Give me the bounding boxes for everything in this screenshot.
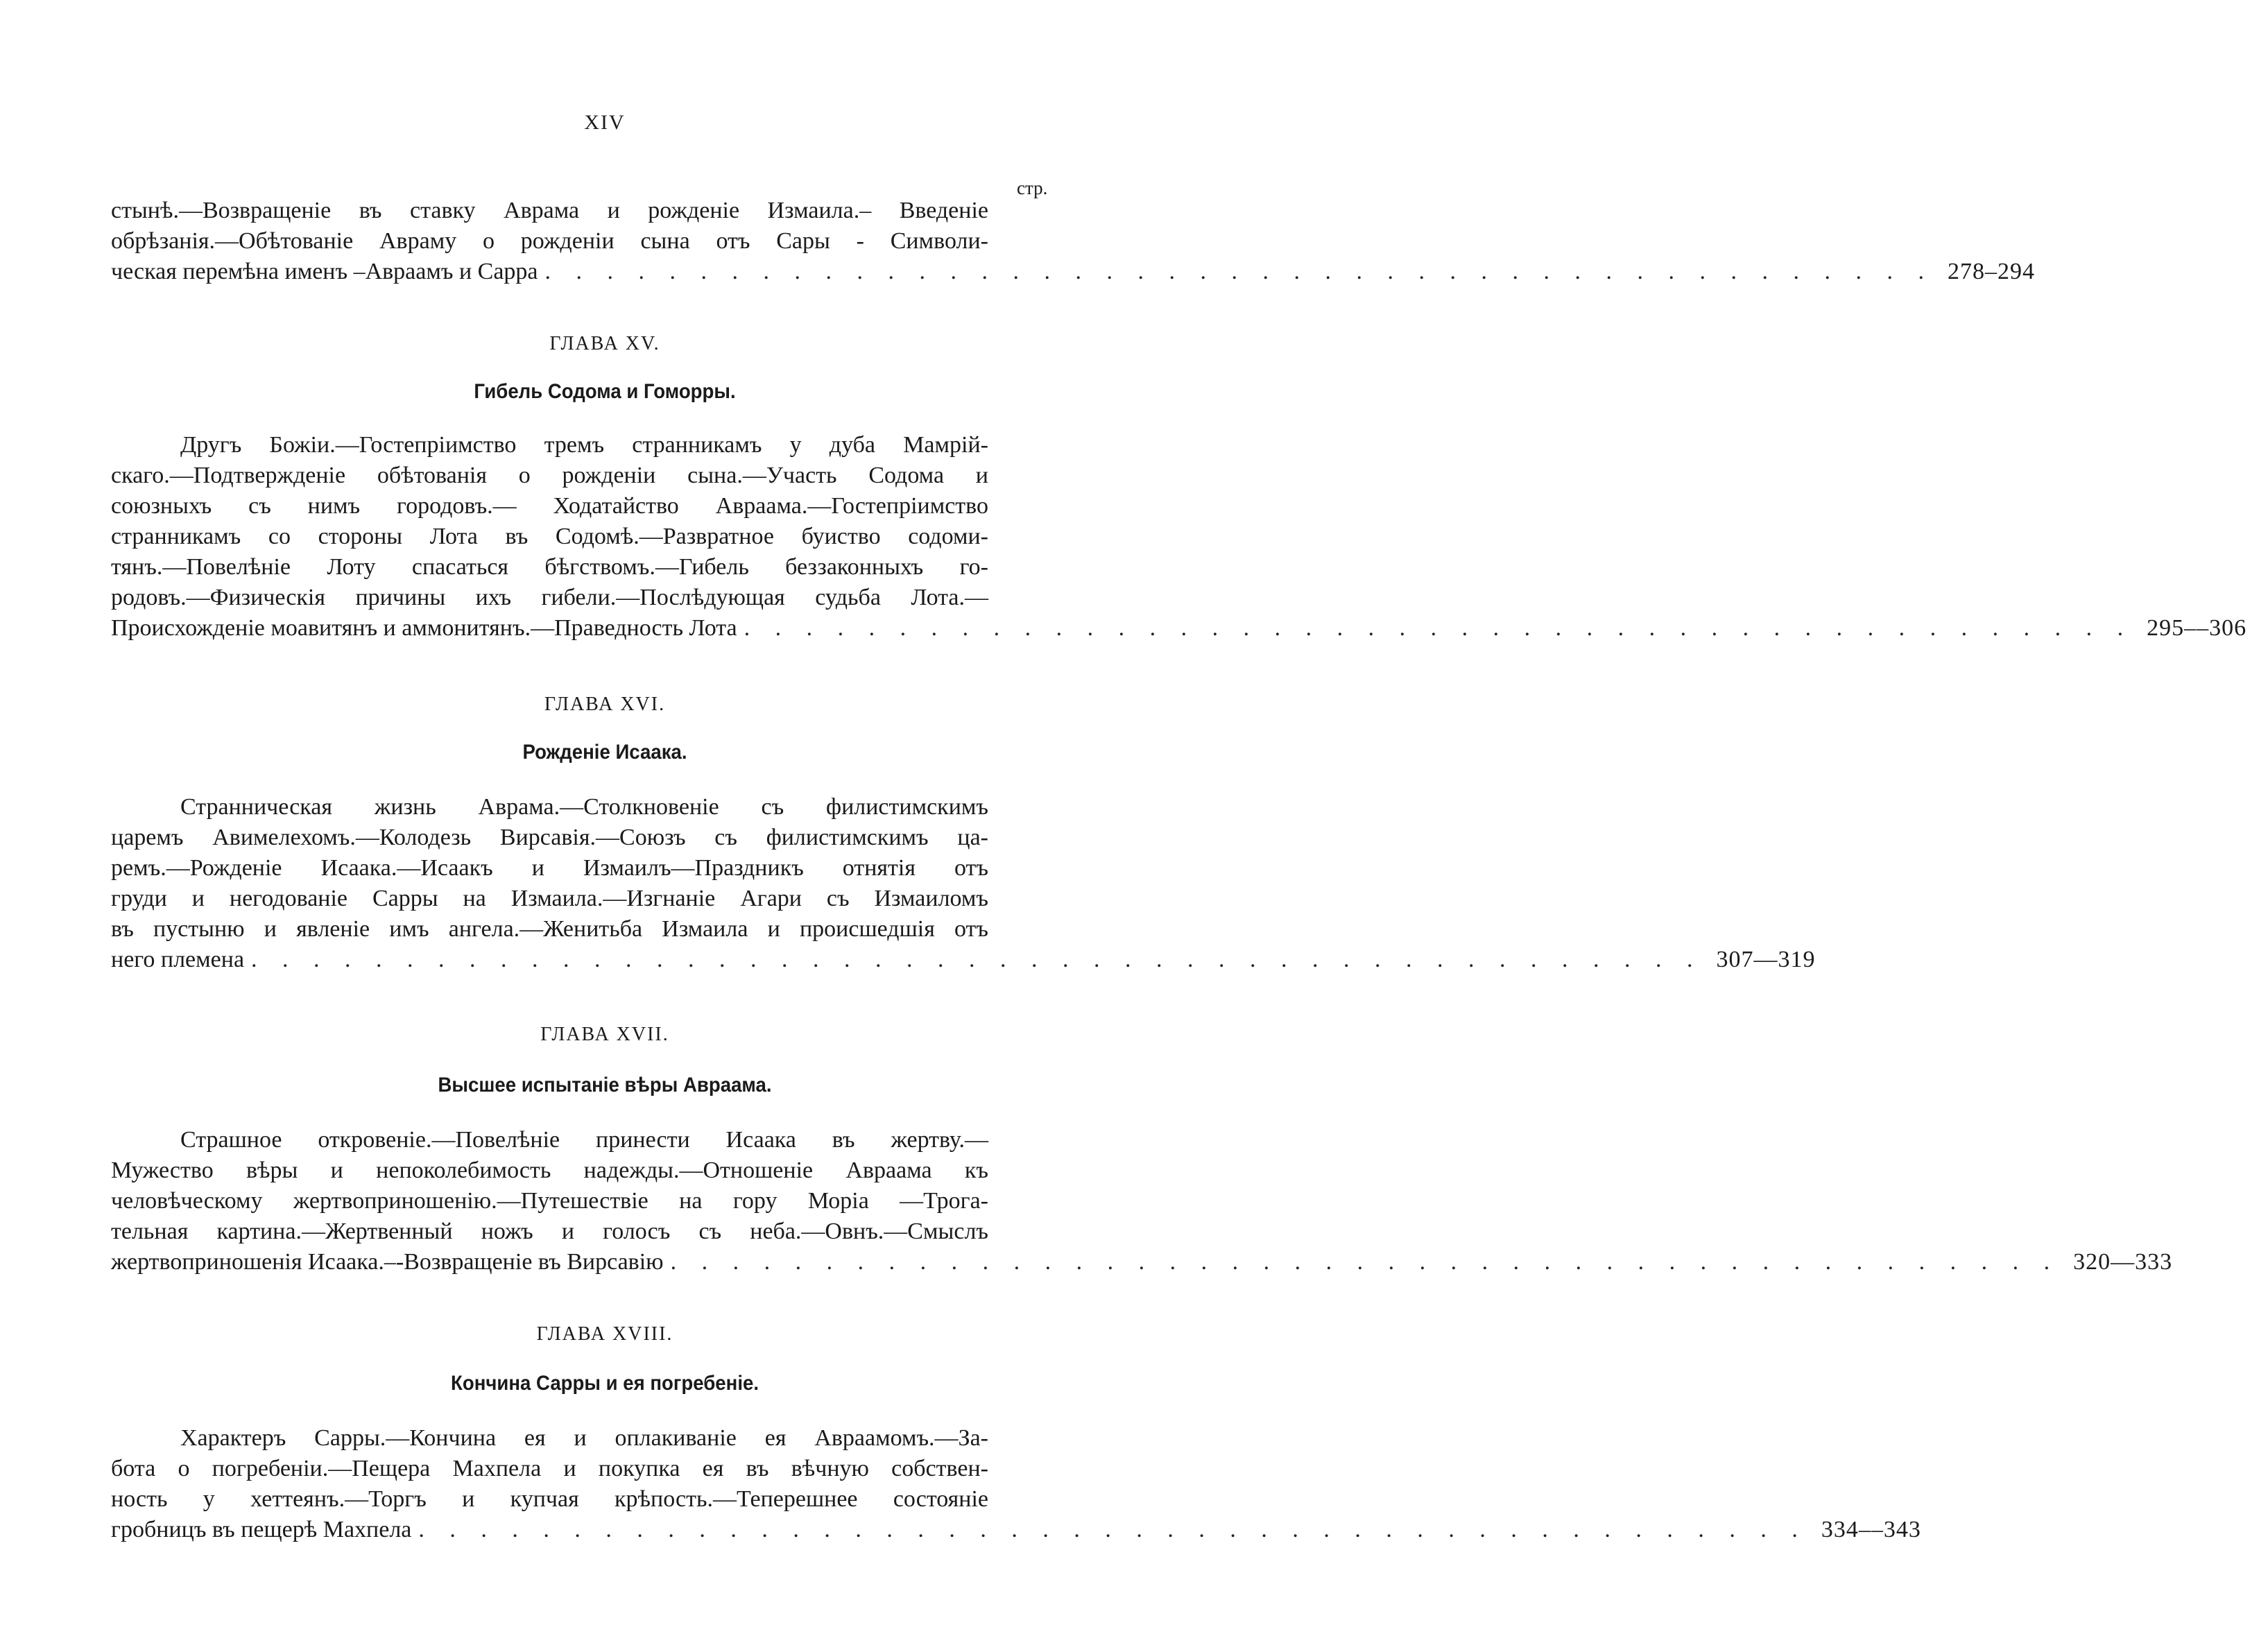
entry-line: груди и негодованіе Сарры на Измаила.—Изгнаніе Агари съ Измаиломъ — [111, 886, 988, 911]
entry-line: человѣческому жертвоприношенію.—Путешествіе на гору Моріа —Трога- — [111, 1188, 988, 1214]
chapter-title: Высшее испытаніе вѣры Авраама. — [438, 1074, 772, 1096]
entry-line: родовъ.—Физическія причины ихъ гибели.—Послѣдующая судьба Лота.— — [111, 585, 988, 610]
dot-leader: . . . . . . . . . . . . . . . . . . . . . . . . . . . . . . . . . . . . . . . . . . . . . — [418, 1517, 1807, 1542]
chapter-title: Кончина Сарры и ея погребеніе. — [450, 1372, 759, 1395]
toc-entry-continuation — [111, 196, 2036, 287]
entry-line: въ пустыню и явленіе имъ ангела.—Женитьба Измаила и происшедшія отъ — [111, 916, 988, 942]
entry-line: странникамъ со стороны Лота въ Содомѣ.—Развратное буиство содоми- — [111, 524, 988, 549]
entry-last-line — [111, 613, 2247, 644]
page-range: 307—319 — [1716, 947, 1816, 972]
page-range: 320—333 — [2073, 1249, 2173, 1275]
chapter-heading: ГЛАВА XVI. — [544, 694, 666, 715]
entry-line: гробницъ въ пещерѣ Махпела — [111, 1517, 412, 1542]
toc-entry — [111, 1423, 1921, 1545]
entry-line: ческая перемѣна именъ –Авраамъ и Сарра — [111, 259, 538, 284]
entry-last-line — [111, 1515, 1921, 1545]
entry-line: Странническая жизнь Аврама.—Столкновеніе съ филистимскимъ — [180, 794, 988, 820]
toc-entry — [111, 1125, 2173, 1277]
pages-column-label: стр. — [1017, 178, 1048, 198]
entry-line: бота о погребеніи.—Пещера Махпела и покупка ея въ вѣчную собствен- — [111, 1456, 988, 1481]
page-range: 278–294 — [1948, 259, 2036, 284]
entry-line: Страшное откровеніе.—Повелѣніе принести Исаака въ жертву.— — [180, 1127, 988, 1153]
entry-line: жертвоприношенія Исаака.–-Возвращеніе въ Вирсавію — [111, 1249, 664, 1275]
toc-entry — [111, 792, 1816, 975]
entry-line: союзныхъ съ нимъ городовъ.— Ходатайство Авраама.—Гостепріимство — [111, 493, 988, 519]
dot-leader: . . . . . . . . . . . . . . . . . . . . . . . . . . . . . . . . . . . . . . . . . . . . . — [670, 1249, 2060, 1275]
entry-line: царемъ Авимелехомъ.—Колодезь Вирсавія.—Союзъ съ филистимскимъ ца- — [111, 825, 988, 850]
chapter-heading: ГЛАВА XVII. — [540, 1024, 669, 1045]
entry-line: ремъ.—Рожденіе Исаака.—Исаакъ и Измаилъ––Праздникъ отнятія отъ — [111, 855, 988, 881]
chapter-heading: ГЛАВА XVIII. — [536, 1323, 673, 1345]
chapter-title: Гибель Содома и Гоморры. — [474, 380, 736, 403]
chapter-heading: ГЛАВА XV. — [549, 333, 660, 354]
entry-last-line — [111, 945, 1816, 975]
entry-line: скаго.—Подтвержденіе обѣтованія о рожденіи сына.—Участь Содома и — [111, 463, 988, 488]
entry-line: тянъ.—Повелѣніе Лоту спасаться бѣгствомъ.—Гибель беззаконныхъ го- — [111, 554, 988, 580]
entry-line: ность у хеттеянъ.—Торгъ и купчая крѣпость.—Теперешнее состояніе — [111, 1486, 988, 1512]
page-range: 334––343 — [1821, 1517, 1921, 1542]
entry-last-line — [111, 257, 2036, 287]
entry-line: него племена — [111, 947, 245, 972]
dot-leader: . . . . . . . . . . . . . . . . . . . . . . . . . . . . . . . . . . . . . . . . . . . . . — [544, 259, 1934, 284]
page-number: XIV — [584, 111, 626, 134]
entry-last-line — [111, 1247, 2173, 1277]
page-range: 295––306 — [2147, 615, 2247, 641]
entry-line: стынѣ.—Возвращеніе въ ставку Аврама и рожденіе Измаила.– Введеніе — [111, 198, 988, 223]
dot-leader: . . . . . . . . . . . . . . . . . . . . . . . . . . . . . . . . . . . . . . . . . . . . . — [744, 615, 2133, 641]
entry-line: Характеръ Сарры.—Кончина ея и оплакиваніе ея Авраамомъ.—За- — [180, 1425, 988, 1451]
chapter-title: Рожденіе Исаака. — [522, 741, 687, 764]
entry-line: обрѣзанія.—Обѣтованіе Авраму о рожденіи сына отъ Сары - Символи- — [111, 228, 988, 254]
toc-entry — [111, 430, 2247, 644]
entry-line: Другъ Божіи.—Гостепріимство тремъ странникамъ у дуба Мамрій- — [180, 432, 988, 458]
entry-line: Происхожденіе моавитянъ и аммонитянъ.—Праведность Лота — [111, 615, 737, 641]
entry-line: Мужество вѣры и непоколебимость надежды.—Отношеніе Авраама къ — [111, 1158, 988, 1183]
entry-line: тельная картина.—Жертвенный ножъ и голосъ съ неба.—Овнъ.—Смыслъ — [111, 1219, 988, 1244]
dot-leader: . . . . . . . . . . . . . . . . . . . . . . . . . . . . . . . . . . . . . . . . . . . . . . . — [251, 947, 1703, 972]
